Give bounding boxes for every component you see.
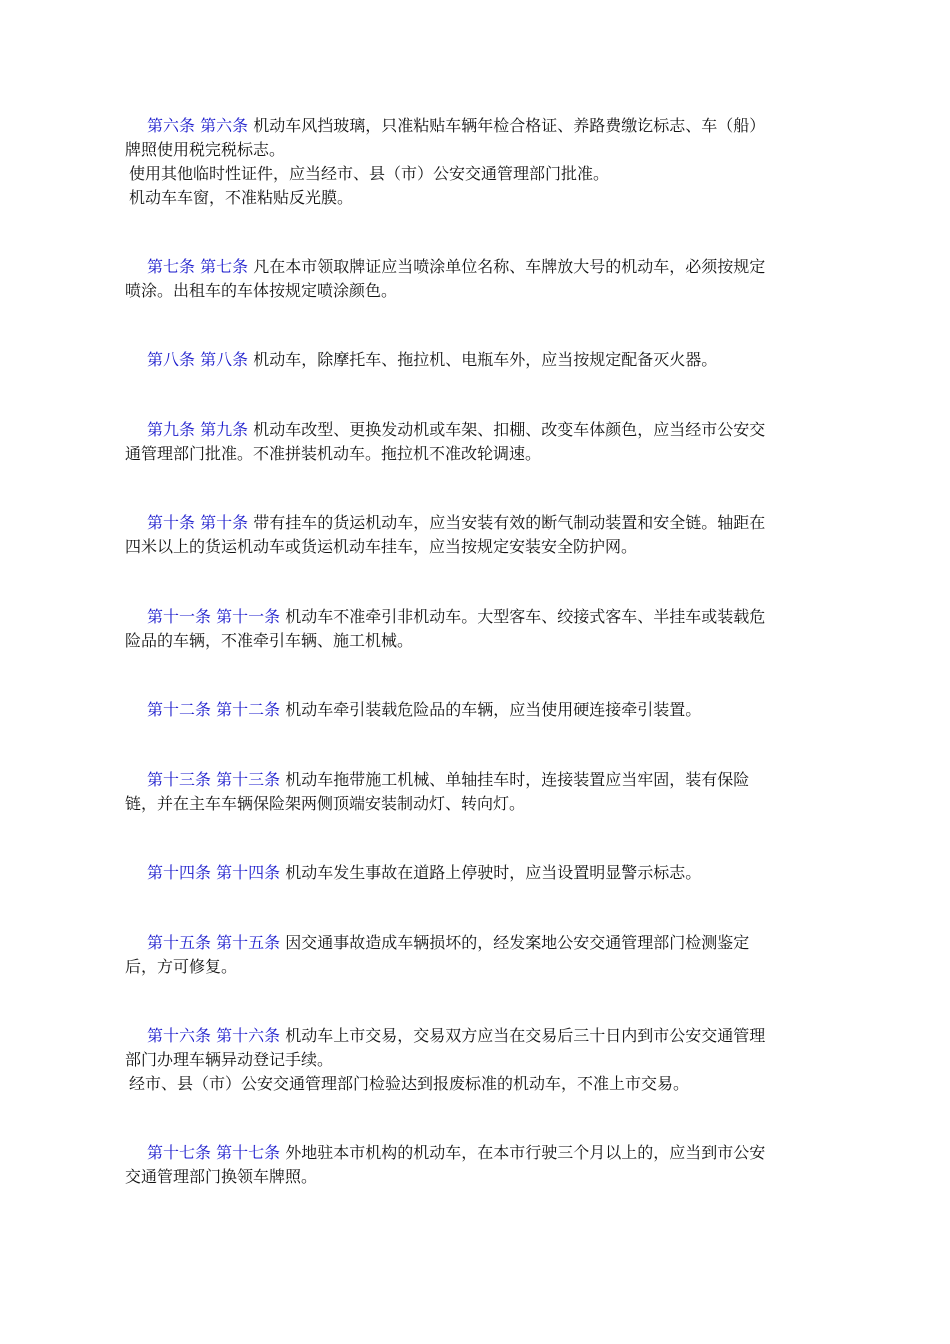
article-6	[125, 114, 830, 210]
article-11	[125, 605, 830, 653]
article-text: 喷涂。出租车的车体按规定喷涂颜色。	[125, 281, 398, 300]
article-first-line	[125, 931, 830, 955]
article-number-link[interactable]: 第十三条	[216, 770, 281, 789]
article-number-link[interactable]: 第七条	[200, 257, 249, 276]
article-extra-text: 经市、县（市）公安交通管理部门检验达到报废标准的机动车，不准上市交易。	[129, 1074, 690, 1093]
article-first-line	[125, 418, 830, 442]
article-first-line	[125, 605, 830, 629]
article-text: 部门办理车辆异动登记手续。	[125, 1050, 334, 1069]
article-text: 四米以上的货运机动车或货运机动车挂车，应当按规定安装安全防护网。	[125, 537, 638, 556]
article-first-line	[125, 114, 830, 138]
article-number-link[interactable]: 第十二条	[147, 700, 212, 719]
article-number-link[interactable]: 第十五条	[147, 933, 212, 952]
article-number-link[interactable]: 第十六条	[216, 1026, 281, 1045]
article-first-line	[125, 511, 830, 535]
article-14	[125, 861, 830, 885]
article-number-link[interactable]: 第六条	[200, 116, 249, 135]
article-number-link[interactable]: 第八条	[147, 350, 196, 369]
article-first-line	[125, 861, 830, 885]
article-number-link[interactable]: 第十一条	[216, 607, 281, 626]
article-number-link[interactable]: 第十一条	[147, 607, 212, 626]
article-12	[125, 698, 830, 722]
article-first-line	[125, 1141, 830, 1165]
article-extra-text: 机动车车窗，不准粘贴反光膜。	[129, 188, 354, 207]
article-number-link[interactable]: 第八条	[200, 350, 249, 369]
article-text: 机动车发生事故在道路上停驶时，应当设置明显警示标志。	[285, 863, 702, 882]
article-first-line	[125, 1024, 830, 1048]
article-text: 后，方可修复。	[125, 957, 238, 976]
article-text: 交通管理部门换领车牌照。	[125, 1167, 318, 1186]
article-15	[125, 931, 830, 979]
article-17	[125, 1141, 830, 1189]
article-extra-text: 使用其他临时性证件，应当经市、县（市）公安交通管理部门批准。	[129, 164, 610, 183]
article-9	[125, 418, 830, 466]
article-text: 带有挂车的货运机动车，应当安装有效的断气制动装置和安全链。轴距在	[253, 513, 766, 532]
article-text: 链，并在主车车辆保险架两侧顶端安装制动灯、转向灯。	[125, 794, 526, 813]
article-text: 牌照使用税完税标志。	[125, 140, 286, 159]
article-number-link[interactable]: 第十四条	[147, 863, 212, 882]
article-text: 凡在本市领取牌证应当喷涂单位名称、车牌放大号的机动车，必须按规定	[253, 257, 766, 276]
article-number-link[interactable]: 第九条	[147, 420, 196, 439]
article-text: 险品的车辆，不准牵引车辆、施工机械。	[125, 631, 414, 650]
article-number-link[interactable]: 第十二条	[216, 700, 281, 719]
article-text: 机动车，除摩托车、拖拉机、电瓶车外，应当按规定配备灭火器。	[253, 350, 718, 369]
article-text: 因交通事故造成车辆损坏的，经发案地公安交通管理部门检测鉴定	[285, 933, 750, 952]
article-number-link[interactable]: 第七条	[147, 257, 196, 276]
article-text: 外地驻本市机构的机动车，在本市行驶三个月以上的，应当到市公安	[285, 1143, 766, 1162]
article-text: 机动车上市交易，交易双方应当在交易后三十日内到市公安交通管理	[285, 1026, 766, 1045]
article-number-link[interactable]: 第十条	[147, 513, 196, 532]
article-number-link[interactable]: 第十四条	[216, 863, 281, 882]
article-16	[125, 1024, 830, 1096]
article-number-link[interactable]: 第九条	[200, 420, 249, 439]
article-number-link[interactable]: 第十三条	[147, 770, 212, 789]
article-10	[125, 511, 830, 559]
article-text: 机动车改型、更换发动机或车架、扣棚、改变车体颜色，应当经市公安交	[253, 420, 766, 439]
article-first-line	[125, 698, 830, 722]
article-text: 机动车风挡玻璃，只准粘贴车辆年检合格证、养路费缴讫标志、车（船）	[253, 116, 766, 135]
article-7	[125, 255, 830, 303]
article-13	[125, 768, 830, 816]
article-number-link[interactable]: 第六条	[147, 116, 196, 135]
article-text: 机动车拖带施工机械、单轴挂车时，连接装置应当牢固，装有保险	[285, 770, 750, 789]
article-text: 机动车牵引装载危险品的车辆，应当使用硬连接牵引装置。	[285, 700, 702, 719]
article-first-line	[125, 255, 830, 279]
article-first-line	[125, 348, 830, 372]
article-text: 通管理部门批准。不准拼装机动车。拖拉机不准改轮调速。	[125, 444, 542, 463]
article-number-link[interactable]: 第十六条	[147, 1026, 212, 1045]
article-number-link[interactable]: 第十七条	[147, 1143, 212, 1162]
article-number-link[interactable]: 第十七条	[216, 1143, 281, 1162]
article-number-link[interactable]: 第十五条	[216, 933, 281, 952]
article-8	[125, 348, 830, 372]
article-first-line	[125, 768, 830, 792]
article-number-link[interactable]: 第十条	[200, 513, 249, 532]
article-text: 机动车不准牵引非机动车。大型客车、绞接式客车、半挂车或装载危	[285, 607, 766, 626]
